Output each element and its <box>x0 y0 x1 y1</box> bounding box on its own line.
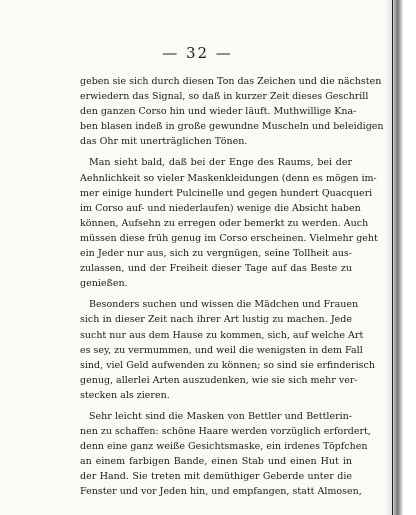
text-line: können, Aufsehn zu erregen oder bemerkt zu werden. Auch <box>80 217 369 229</box>
paragraph <box>80 74 384 149</box>
text-line: mer einige hundert Pulcinelle und gegen hundert Quacqueri <box>80 187 373 199</box>
text-line: stecken als zieren. <box>80 389 170 401</box>
page-edge-shadow <box>385 0 403 515</box>
text-line: genug, allerlei Arten auszudenken, wie sie sich mehr ver- <box>80 374 358 386</box>
text-line: zulassen, und der Freiheit dieser Tage auf das Beste zu <box>80 263 352 275</box>
text-line: ben blasen indeß in große gewundne Muscheln und beleidigen <box>80 121 384 133</box>
paragraph <box>80 409 371 500</box>
text-line: Man sieht bald, daß bei der Enge des Raums, bei der <box>89 157 352 169</box>
page-edge <box>392 0 393 515</box>
text-line: genießen. <box>80 278 128 290</box>
text-line: im Corso auf- und niederlaufen) wenige die Absicht haben <box>80 202 361 214</box>
body-text <box>80 74 384 506</box>
page-number: — 32 — <box>162 44 233 62</box>
text-line: Aehnlichkeit so vieler Maskenkleidungen (denn es mögen im- <box>80 172 377 184</box>
text-line: den ganzen Corso hin und wieder läuft. Muthwillige Kna- <box>80 106 357 118</box>
text-line: ein Jeder nur aus, sich zu vergnügen, seine Tollheit aus- <box>80 248 352 260</box>
paragraph <box>80 297 375 403</box>
text-line: der Hand. Sie treten mit demüthiger Geberde unter die <box>80 471 352 483</box>
text-line: sich in dieser Zeit nach ihrer Art lustig zu machen. Jede <box>80 314 352 326</box>
text-line: sucht nur aus dem Hause zu kommen, sich, auf welche Art <box>80 329 364 341</box>
text-line: müssen diese früh genug im Corso erscheinen. Vielmehr geht <box>80 232 378 244</box>
text-line: geben sie sich durch diesen Ton das Zeichen und die nächsten <box>80 76 382 87</box>
text-line: Sehr leicht sind die Masken von Bettler und Bettlerin- <box>89 410 352 422</box>
text-line: das Ohr mit unerträglichen Tönen. <box>80 136 248 148</box>
text-line: an einem farbigen Bande, einen Stab und einen Hut in <box>80 456 352 468</box>
text-line: Fenster und vor Jeden hin, und empfangen, statt Almosen, <box>80 486 362 498</box>
text-line: denn eine ganz weiße Gesichtsmaske, ein irdenes Töpfchen <box>80 441 368 453</box>
text-line: es sey, zu vermummen, und weil die wenigsten in dem Fall <box>80 344 363 356</box>
paragraph <box>80 155 378 291</box>
text-line: sind, viel Geld aufwenden zu können; so sind sie erfinderisch <box>80 359 375 371</box>
text-line: nen zu schaffen: schöne Haare werden vorzüglich erfordert, <box>80 426 371 438</box>
text-line: Besonders suchen und wissen die Mädchen und Frauen <box>89 299 359 311</box>
text-line: erwiedern das Signal, so daß in kurzer Zeit dieses Geschrill <box>80 91 369 103</box>
